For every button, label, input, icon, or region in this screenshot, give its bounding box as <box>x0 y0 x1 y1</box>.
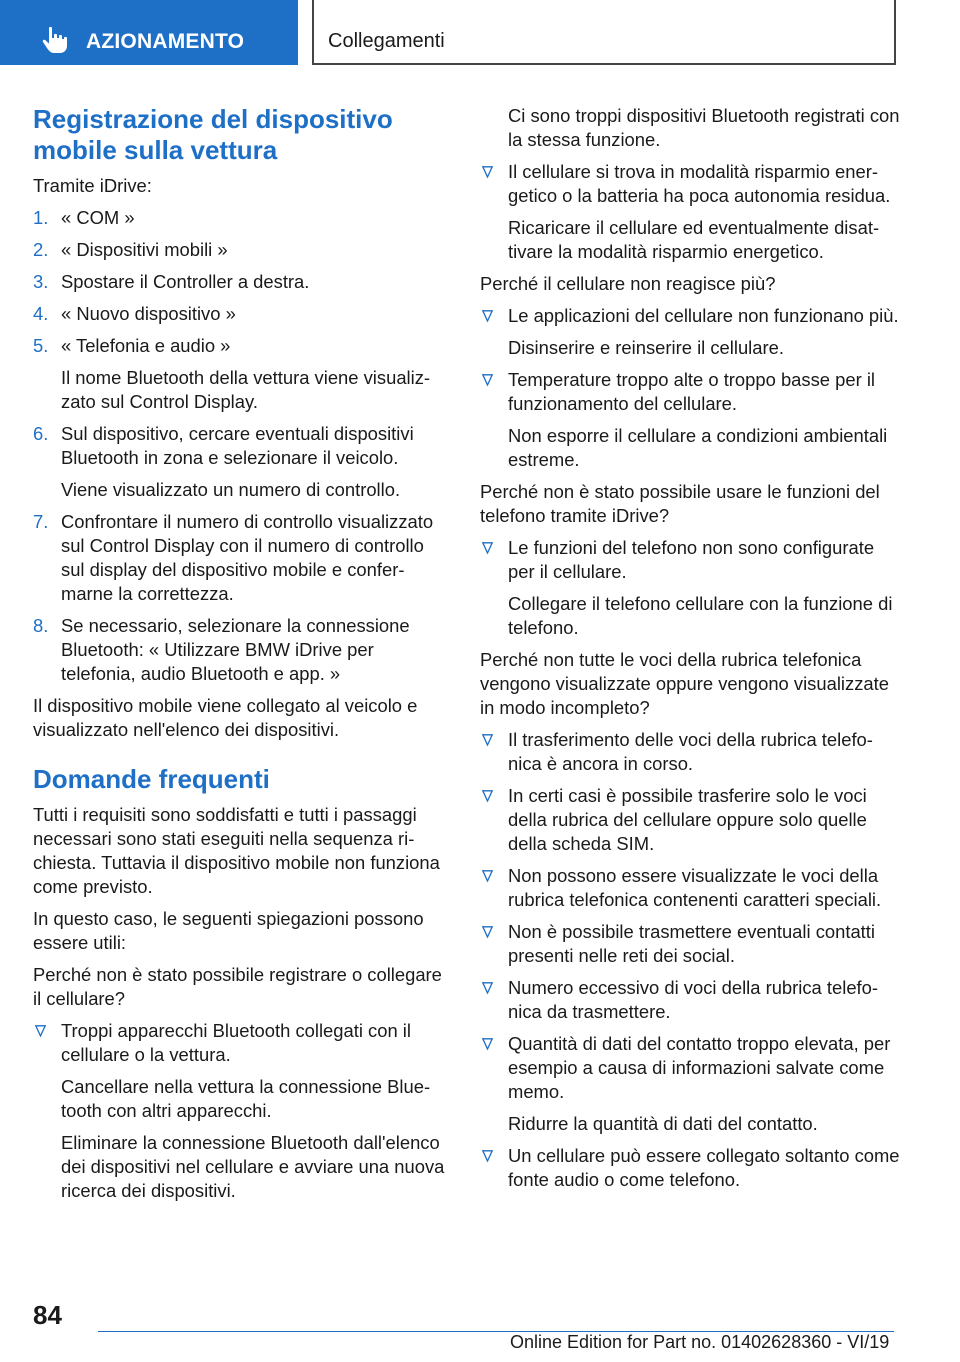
outro-text: Il dispositivo mobile viene collegato al veicolo e visualizzato nell'elenco dei dispositivi. <box>33 695 418 740</box>
faq-paragraph-1: Tutti i requisiti sono soddisfatti e tutti i passaggi necessari sono stati eseguiti nella sequenza richiesta. Tuttavia il dispositivo mobile non funziona come previsto. <box>33 804 440 897</box>
step-5 <box>33 334 449 358</box>
step-6 <box>33 422 449 470</box>
triangle-bullet-icon <box>482 1150 493 1162</box>
step-number: 4. <box>33 303 49 324</box>
step-6-note: Viene visualizzato un numero di controllo. <box>61 479 401 500</box>
step-number: 8. <box>33 615 49 636</box>
bullet-item <box>480 976 900 1024</box>
bullet-text: Le applicazioni del cellulare non funzionano più. <box>508 305 899 326</box>
step-2 <box>33 238 449 262</box>
chapter-label: AZIONAMENTO <box>86 30 245 53</box>
section-title: Collegamenti <box>328 30 445 52</box>
step-3 <box>33 270 449 294</box>
bullet-text: Non possono essere visualizzate le voci della rubrica telefonica contenenti caratteri speciali. <box>508 865 882 910</box>
bullet-text: Non è possibile trasmettere eventuali contatti presenti nelle reti dei social. <box>508 921 875 966</box>
section-header <box>312 0 896 65</box>
faq-question-2: Perché il cellulare non reagisce più? <box>480 273 776 294</box>
triangle-bullet-icon <box>35 1025 46 1037</box>
triangle-bullet-icon <box>482 1038 493 1050</box>
bullet-item <box>480 728 900 776</box>
bullet-text: Un cellulare può essere collegato soltanto come fonte audio o come telefono. <box>508 1145 900 1190</box>
right-column <box>480 104 900 1200</box>
bullet-item <box>480 784 900 856</box>
triangle-bullet-icon <box>482 790 493 802</box>
bullet-note: Ridurre la quantità di dati del contatto. <box>508 1113 818 1134</box>
bullet-text: Numero eccessivo di voci della rubrica telefonica da trasmettere. <box>508 977 879 1022</box>
step-number: 7. <box>33 511 49 532</box>
step-number: 6. <box>33 423 49 444</box>
faq-question-4: Perché non tutte le voci della rubrica telefonica vengono visualizzate oppure vengono visualizzate in modo incompleto? <box>480 649 889 718</box>
step-1 <box>33 206 449 230</box>
intro-text: Tramite iDrive: <box>33 175 152 196</box>
heading-faq: Domande frequenti <box>33 764 270 794</box>
triangle-bullet-icon <box>482 310 493 322</box>
bullet-item <box>480 536 900 584</box>
triangle-bullet-icon <box>482 542 493 554</box>
page-number: 84 <box>33 1300 62 1330</box>
heading-registration: Registrazione del dispositivo mobile sulla vettura <box>33 104 393 165</box>
triangle-bullet-icon <box>482 870 493 882</box>
step-text: « Nuovo dispositivo » <box>61 303 236 324</box>
step-text: Sul dispositivo, cercare eventuali dispositivi Bluetooth in zona e selezionare il veicolo. <box>61 423 414 468</box>
step-text: « Telefonia e audio » <box>61 335 231 356</box>
step-text: « COM » <box>61 207 135 228</box>
step-text: Se necessario, selezionare la connessione Bluetooth: « Utilizzare BMW iDrive per telefonia, audio Bluetooth e app. » <box>61 615 410 684</box>
triangle-bullet-icon <box>482 374 493 386</box>
bullet-item <box>480 160 900 208</box>
bullet-item <box>480 920 900 968</box>
bullet-item <box>480 368 900 416</box>
bullet-item <box>33 1019 449 1067</box>
bullet-text: Troppi apparecchi Bluetooth collegati con il cellulare o la vettura. <box>61 1020 411 1065</box>
bullet-text: In certi casi è possibile trasferire solo le voci della rubrica del cellulare oppure solo quelle della scheda SIM. <box>508 785 867 854</box>
step-7 <box>33 510 449 606</box>
step-text: « Dispositivi mobili » <box>61 239 228 260</box>
bullet-note-continued: Ci sono troppi dispositivi Bluetooth registrati con la stessa funzione. <box>508 105 900 150</box>
bullet-note: Cancellare nella vettura la connessione Bluetooth con altri apparecchi. <box>61 1076 431 1121</box>
bullet-item <box>480 1144 900 1192</box>
bullet-note: Ricaricare il cellulare ed eventualmente disattivare la modalità risparmio energetico. <box>508 217 880 262</box>
step-5-note: Il nome Bluetooth della vettura viene visualizzato sul Control Display. <box>61 367 431 412</box>
bullet-note: Collegare il telefono cellulare con la funzione di telefono. <box>508 593 893 638</box>
faq-question-3: Perché non è stato possibile usare le funzioni del telefono tramite iDrive? <box>480 481 880 526</box>
bullet-text: Temperature troppo alte o troppo basse per il funzionamento del cellulare. <box>508 369 876 414</box>
faq-paragraph-2: In questo caso, le seguenti spiegazioni possono essere utili: <box>33 908 424 953</box>
bullet-note: Disinserire e reinserire il cellulare. <box>508 337 784 358</box>
triangle-bullet-icon <box>482 734 493 746</box>
step-number: 2. <box>33 239 49 260</box>
triangle-bullet-icon <box>482 166 493 178</box>
bullet-item <box>480 1032 900 1104</box>
step-text: Confrontare il numero di controllo visualizzato sul Control Display con il numero di controllo sul display del dispositivo mobile e confermarne la correttezza. <box>61 511 434 604</box>
step-text: Spostare il Controller a destra. <box>61 271 310 292</box>
faq-question-1: Perché non è stato possibile registrare o collegare il cellulare? <box>33 964 442 1009</box>
bullet-text: Quantità di dati del contatto troppo elevata, per esempio a causa di informazioni salvate come memo. <box>508 1033 891 1102</box>
bullet-text: Le funzioni del telefono non sono configurate per il cellulare. <box>508 537 875 582</box>
chapter-tab[interactable] <box>0 0 298 65</box>
triangle-bullet-icon <box>482 926 493 938</box>
bullet-item <box>480 864 900 912</box>
bullet-text: Il trasferimento delle voci della rubrica telefonica è ancora in corso. <box>508 729 873 774</box>
step-number: 1. <box>33 207 49 228</box>
bullet-note: Non esporre il cellulare a condizioni ambientali estreme. <box>508 425 888 470</box>
step-number: 5. <box>33 335 49 356</box>
bullet-text: Il cellulare si trova in modalità risparmio energetico o la batteria ha poca autonomia residua. <box>508 161 891 206</box>
edition-text: Online Edition for Part no. 01402628360 - VI/19 <box>510 1332 890 1352</box>
bullet-item <box>480 304 900 328</box>
step-4 <box>33 302 449 326</box>
hand-pointer-icon <box>40 26 70 54</box>
left-column <box>33 104 449 1211</box>
triangle-bullet-icon <box>482 982 493 994</box>
bullet-note: Eliminare la connessione Bluetooth dall'elenco dei dispositivi nel cellulare e avviare una nuova ricerca dei dispositivi. <box>61 1132 445 1201</box>
step-8 <box>33 614 449 686</box>
step-number: 3. <box>33 271 49 292</box>
